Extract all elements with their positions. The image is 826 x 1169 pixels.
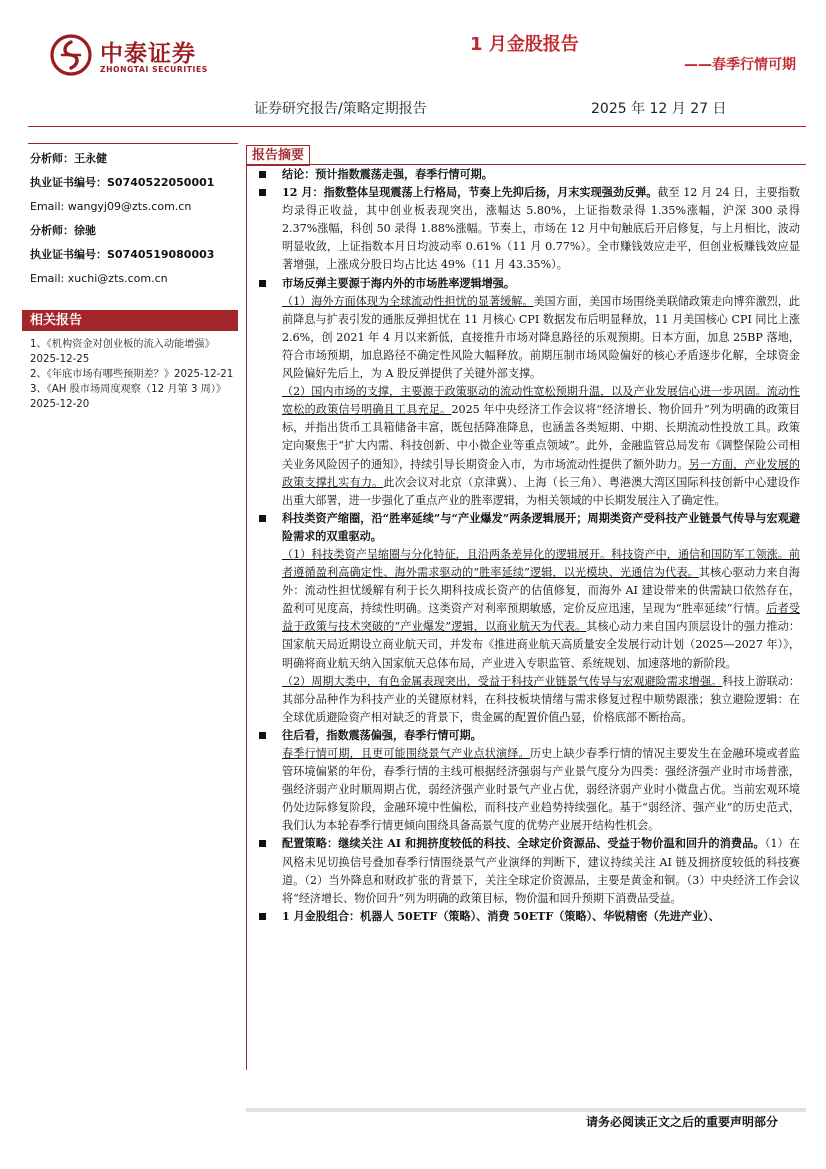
summary-paragraph: （2）周期大类中，有色金属表现突出，受益于科技产业链景气传导与宏观避险需求增强。科技上游联动：其部分品种作为科技产业的关键原材料，在科技板块情绪与需求修复过程中顺势跟涨；独立避险逻辑：在全球优质避险资产相对缺乏的背景下，贵金属的配置价值凸显，价格底部不断抬高。 xyxy=(282,674,800,724)
summary-bullet: 1 月金股组合：机器人 50ETF（策略）、消费 50ETF（策略）、华锐精密（先进产业）、 xyxy=(254,908,800,926)
analyst-name: 分析师：徐驰 xyxy=(30,224,96,237)
analyst-email: Email: wangyj09@zts.com.cn xyxy=(30,200,192,213)
analyst-cert: 执业证书编号：S0740519080003 xyxy=(30,248,215,261)
footer-divider xyxy=(246,1108,806,1112)
header-divider xyxy=(28,126,806,127)
report-date: 2025 年 12 月 27 日 xyxy=(591,101,727,117)
analyst-panel xyxy=(30,152,236,296)
summary-paragraph: （2）国内市场的支撑，主要源于政策驱动的流动性宽松预期升温，以及产业发展信心进一步巩固。流动性宽松的政策信号明确且工具充足。2025 年中央经济工作会议将“经济增长、物价回升”列为明确的政策目标，并指出货币工具箱储备丰富，既包括降准降息，也涵盖各类短期、中期、长期流动性投放工具。政策定向聚焦于“扩大内需、科技创新、中小微企业等重点领域”。此外，金融监管总局发布《调整保险公司相关业务风险因子的通知》，持续引导长期资金入市，为市场流动性提供了额外助力。另一方面，产业发展的政策支撑扎实有力。此次会议对北京（京津冀）、上海（长三角）、粤港澳大湾区国际科技创新中心建设作出重大部署，进一步强化了重点产业的胜率逻辑，为相关领域的中长期发展注入了确定性。 xyxy=(282,385,800,507)
brand-name-en: ZHONGTAI SECURITIES xyxy=(100,65,208,74)
analyst-email: Email: xuchi@zts.com.cn xyxy=(30,272,168,285)
related-report-item[interactable]: 3、《AH 股市场周度观察（12 月第 3 周）》2025-12-20 xyxy=(30,384,227,410)
company-logo xyxy=(50,32,220,82)
report-subtitle: ——春季行情可期 xyxy=(684,57,796,73)
report-category: 证券研究报告/策略定期报告 xyxy=(254,101,427,117)
summary-bullet: 科技类资产缩圈，沿“胜率延续”与“产业爆发”两条逻辑展开；周期类资产受科技产业链景气传导与宏观避险需求的双重驱动。 xyxy=(254,510,800,546)
related-report-item[interactable]: 1、《机构资金对创业板的流入动能增强》2025-12-25 xyxy=(30,339,215,365)
footer-disclaimer: 请务必阅读正文之后的重要声明部分 xyxy=(585,1115,778,1129)
summary-heading: 报告摘要 xyxy=(246,145,310,166)
summary-heading-bar xyxy=(246,144,806,165)
summary-body xyxy=(254,166,800,926)
related-reports-heading: 相关报告 xyxy=(22,310,238,331)
sidebar-divider xyxy=(28,143,238,144)
report-title: 1 月金股报告 xyxy=(470,34,579,55)
summary-bullet: 结论：预计指数震荡走强，春季行情可期。 xyxy=(254,166,800,184)
analyst-cert: 执业证书编号：S0740522050001 xyxy=(30,176,215,189)
summary-bullet: 市场反弹主要源于海内外的市场胜率逻辑增强。 xyxy=(254,275,800,293)
analyst-email-link[interactable]: xuchi@zts.com.cn xyxy=(67,272,168,285)
brand-name-cn: 中泰证券 xyxy=(100,41,196,67)
analyst-name: 分析师：王永健 xyxy=(30,152,107,165)
summary-bullet: 配置策略：继续关注 AI 和拥挤度较低的科技、全球定价资源品、受益于物价温和回升的消费品。（1）在风格未见切换信号叠加春季行情围绕景气产业演绎的判断下，建议持续关注 AI 链及拥挤度较低的科技赛道。（2）当外降息和财政扩张的背景下，关注全球定价资源品，主要是黄金和铜。（3）中央经济工作会议将“经济增长、物价回升”列为明确的政策目标，物价温和回升预期下消费品受益。 xyxy=(254,835,800,907)
column-divider xyxy=(246,165,247,1070)
related-report-item[interactable]: 2、《年底市场有哪些预期差？》2025-12-21 xyxy=(30,369,234,380)
related-reports-list xyxy=(30,337,236,412)
summary-bullet: 往后看，指数震荡偏强，春季行情可期。 xyxy=(254,727,800,745)
summary-paragraph: 春季行情可期，且更可能围绕景气产业点状演绎。历史上缺少春季行情的情况主要发生在金融环境或者监管环境偏紧的年份，春季行情的主线可根据经济强弱与产业景气度分为四类：强经济强产业时市场普涨，强经济弱产业时顺周期占优，弱经济强产业时景气产业占优，弱经济弱产业时小微盘占优。当前宏观环境仍处边际修复阶段，金融环境中性偏松，而科技产业趋势持续强化。基于“弱经济、强产业”的历史范式，我们认为本轮春季行情更倾向围绕具备高景气度的优势产业展开结构性机会。 xyxy=(282,747,800,833)
summary-paragraph: （1）海外方面体现为全球流动性担忧的显著缓解。美国方面，美国市场围绕美联储政策走向博弈激烈，此前降息与扩表引发的通胀反弹担忧在 11 月核心 CPI 数据发布后明显释放，11 月美国核心 CPI 同比上涨 2.6%，创 2021 年 4 月以来新低，直接推升市场对降息路径的乐观预期。日本方面，加息 25BP 落地，符合市场预期，加息路径不确定性风险大幅释放。前期压制市场风险偏好的核心矛盾逐步化解，全球资金风险偏好先后上，为 A 股反弹提供了关键外部支撑。 xyxy=(282,294,800,381)
summary-paragraph: （1）科技类资产呈缩圈与分化特征，且沿两条差异化的逻辑展开。科技资产中，通信和国防军工领涨。前者遵循盈利高确定性、海外需求驱动的“胜率延续”逻辑，以光模块、光通信为代表。其核心驱动力来自海外：流动性担忧缓解有利于长久期科技成长资产的估值修复，而海外 AI 建设带来的供需缺口依然存在，盈利可见度高，持续性明确。这类资产对利率预期敏感，定价反应迅速，呈现为“胜率延续”行情。后者受益于政策与技术突破的“产业爆发”逻辑，以商业航天为代表。其核心动力来自国内顶层设计的强力推动：国家航天局近期设立商业航天司，并发布《推进商业航天高质量安全发展行动计划（2025—2027 年）》，明确将商业航天纳入国家航天总体布局，产业进入专职监管、系统规划、加速落地的新阶段。 xyxy=(282,547,800,670)
analyst-email-link[interactable]: wangyj09@zts.com.cn xyxy=(67,200,192,213)
summary-bullet: 12 月：指数整体呈现震荡上行格局，节奏上先抑后扬，月末实现强劲反弹。截至 12 月 24 日，主要指数均录得正收益，其中创业板表现突出，涨幅达 5.80%，上证指数录得 1.35%涨幅，沪深 300 录得 2.37%涨幅，科创 50 录得 1.88%涨幅。节奏上，市场在 12 月中旬触底后开启修复，与上月相比，波动明显收敛，上证指数本月日均波动率 0.61%（11 月 0.77%）。全市赚钱效应走平，但创业板赚钱效应显著增强，上涨成分股日均占比达 49%（11 月 43.35%）。 xyxy=(254,184,800,274)
zhongtai-logo-icon xyxy=(50,34,92,76)
